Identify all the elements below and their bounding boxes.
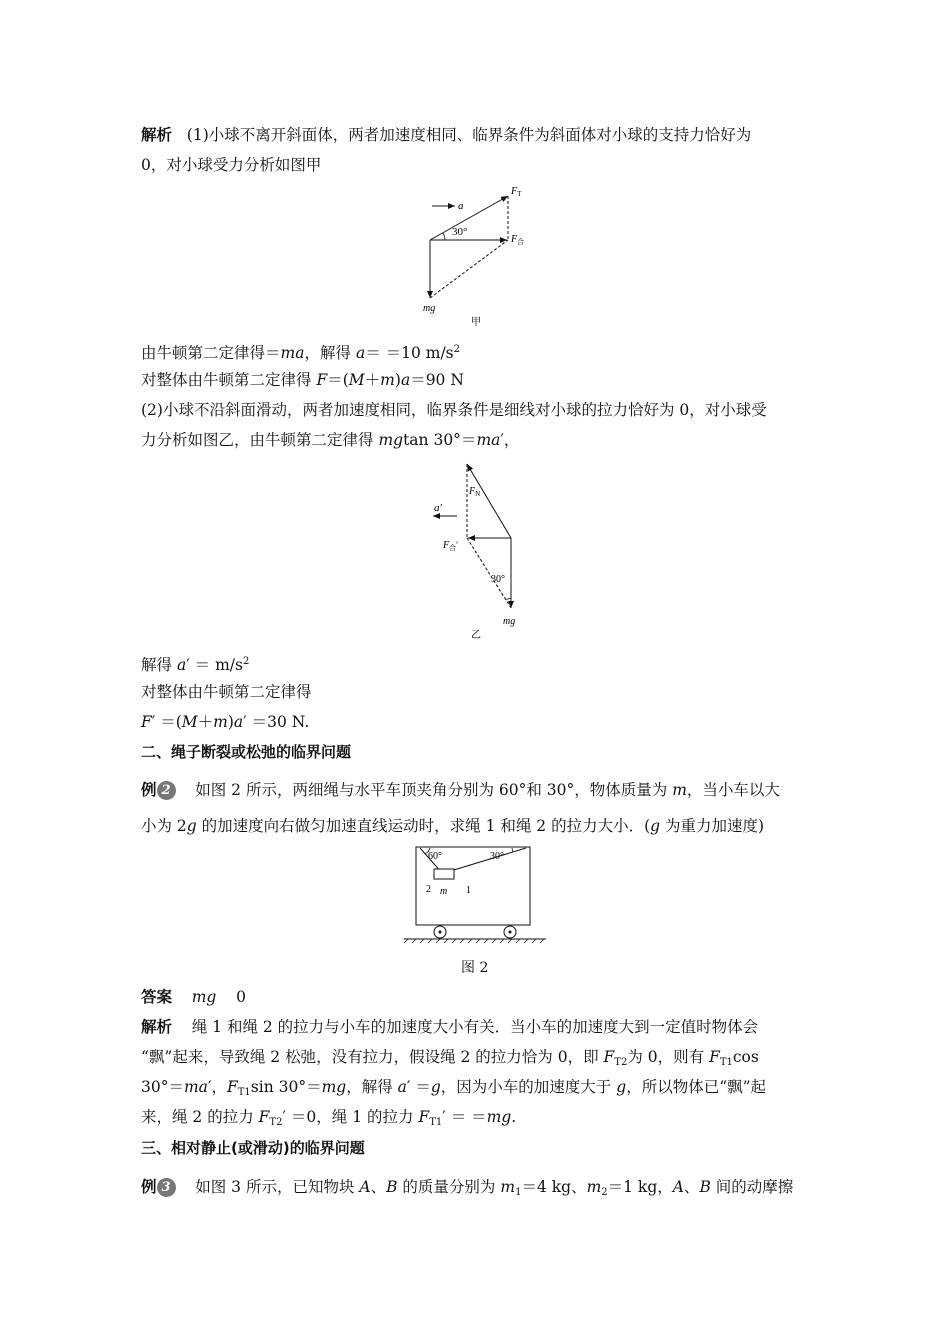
rope-1 bbox=[444, 848, 526, 873]
explain-line-3: 30°＝ma′，$F_{T1}\sin$ 30°＝mg，解得 a′ ＝g，因为小车的加速度大于 g，所以物体已“飘”起 bbox=[141, 1078, 767, 1098]
svg-text:1: 1 bbox=[466, 885, 471, 896]
solution-line-6: 力分析如图乙，由牛顿第二定律得 mgtan 30°＝ma′， bbox=[141, 431, 520, 449]
svg-text:a′: a′ bbox=[434, 502, 442, 514]
figure-2-caption: 图 2 bbox=[461, 960, 489, 976]
svg-text:FT: $F_T$ bbox=[511, 186, 522, 198]
example-2-line-1: 例 2 如图 2 所示，两细绳与水平车顶夹角分别为 60°和 30°，物体质量为 m，当小车以大 bbox=[141, 781, 780, 799]
svg-text:m: m bbox=[440, 886, 448, 897]
mass-block bbox=[434, 869, 454, 879]
svg-text:F合′: $F_合'$ bbox=[443, 540, 459, 552]
dashed-diagonal bbox=[430, 240, 508, 298]
solution-line-5: (2)小球不沿斜面滑动，两者加速度相同，临界条件是细线对小球的拉力恰好为 0，对小球受 bbox=[141, 401, 767, 419]
svg-text:2: 2 bbox=[426, 884, 431, 895]
explain-line-2: “飘”起来，导致绳 2 松弛，没有拉力，假设绳 2 的拉力恰为 0，即 $F_{T2}$为 0，则有 $F_{T1}\cos$ bbox=[141, 1048, 759, 1068]
example-2-line-2: 小为 2g 的加速度向右做匀加速直线运动时，求绳 1 和绳 2 的拉力大小．(g 为重力加速度) bbox=[141, 817, 765, 835]
normal-force-vector bbox=[467, 464, 511, 538]
svg-text:F合: $F_合$ bbox=[511, 234, 525, 246]
section-heading-3: 三、相对静止(或滑动)的临界问题 bbox=[141, 1139, 365, 1157]
explain-line-4: 来，绳 2 的拉力 $F_{T2}' =0$，绳 1 的拉力 $F_{T1}' = =mg$. bbox=[141, 1108, 517, 1128]
answer-line: 答案 mg 0 bbox=[141, 988, 246, 1006]
solution-line-7: 解得 $a' = m/s^2$ bbox=[141, 656, 250, 674]
solution-line-9: F′ ＝(M＋m)a′ ＝30 N. bbox=[141, 713, 310, 731]
force-diagram-jia bbox=[415, 180, 555, 335]
svg-text:甲: 甲 bbox=[471, 317, 481, 328]
svg-text:a: a bbox=[458, 200, 464, 212]
example-number-badge: 2 bbox=[157, 781, 176, 800]
solution-line-3: 由牛顿第二定律得＝ma，解得 a＝ ＝10 $m/s^2$ bbox=[141, 344, 461, 362]
svg-text:FN: $F_N$ bbox=[469, 486, 481, 498]
svg-text:mg: mg bbox=[423, 303, 436, 314]
cart-diagram bbox=[400, 843, 550, 945]
svg-text:60°: 60° bbox=[428, 851, 442, 862]
solution-line-1: 解析 (1)小球不离开斜面体，两者加速度相同、临界条件为斜面体对小球的支持力恰好为 bbox=[141, 126, 752, 144]
explain-line-1: 解析 绳 1 和绳 2 的拉力与小车的加速度大小有关．当小车的加速度大到一定值时物体会 bbox=[141, 1018, 759, 1036]
force-diagram-yi bbox=[425, 458, 535, 643]
section-heading-2: 二、绳子断裂或松弛的临界问题 bbox=[141, 743, 352, 761]
solution-line-2: 0，对小球受力分析如图甲 bbox=[141, 156, 322, 174]
solution-line-8: 对整体由牛顿第二定律得 bbox=[141, 683, 312, 701]
svg-text:乙: 乙 bbox=[471, 630, 481, 641]
example-3-line-1: 例 3 如图 3 所示，已知物块 A、B 的质量分别为 $m_1=4$ kg、$m_2=1$ kg，A、B 间的动摩擦 bbox=[141, 1178, 794, 1198]
svg-text:30°: 30° bbox=[452, 226, 468, 238]
dashed-diagonal bbox=[467, 538, 511, 608]
tension-vector bbox=[430, 196, 508, 240]
example-number-badge: 3 bbox=[157, 1178, 176, 1197]
svg-text:mg: mg bbox=[503, 616, 516, 627]
jiexi-label: 解析 bbox=[141, 126, 173, 144]
svg-text:30°: 30° bbox=[491, 574, 505, 585]
svg-text:30°: 30° bbox=[490, 851, 504, 862]
solution-line-4: 对整体由牛顿第二定律得 F＝(M＋m)a＝90 N bbox=[141, 371, 464, 389]
